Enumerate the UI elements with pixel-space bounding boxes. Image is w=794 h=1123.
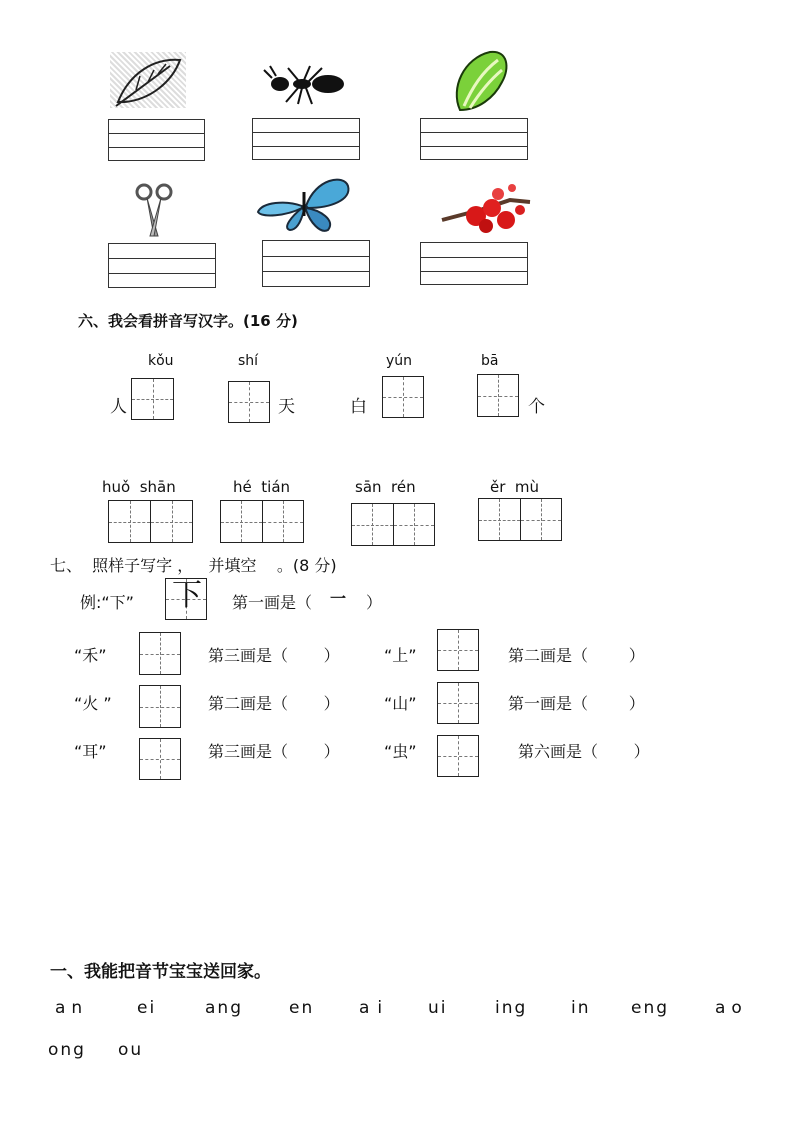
example-char: 下 [172, 578, 202, 613]
section6-title: 六、我会看拼音写汉字。(16 分) [78, 312, 298, 330]
pinyin-label: huǒ shān [102, 478, 176, 496]
pinyin-label: sān rén [355, 478, 416, 496]
writing-box[interactable] [139, 685, 181, 728]
flower-icon [440, 180, 532, 236]
writing-lines[interactable] [420, 118, 528, 160]
syllable[interactable]: an [55, 998, 89, 1018]
writing-box[interactable] [437, 629, 479, 671]
pinyin-label: kǒu [148, 353, 174, 369]
pinyin-label: hé tián [233, 478, 291, 496]
pinyin-label: bā [481, 353, 499, 369]
syllable[interactable]: ing [495, 998, 528, 1018]
char-label: “虫” [384, 742, 417, 761]
syllable[interactable]: en [289, 998, 315, 1018]
pinyin-label: ěr mù [490, 478, 540, 496]
given-char: 人 [110, 397, 127, 417]
writing-box[interactable] [139, 738, 181, 780]
syllable[interactable]: ang [205, 998, 243, 1018]
given-char: 个 [528, 397, 545, 417]
char-label: “上” [384, 646, 417, 665]
writing-box[interactable] [477, 374, 519, 417]
char-label: “火 ” [74, 694, 112, 713]
writing-box[interactable] [437, 682, 479, 724]
ant-icon [262, 62, 352, 106]
syllable[interactable]: ui [428, 998, 448, 1018]
given-char: 天 [278, 397, 295, 417]
writing-box-pair[interactable] [220, 500, 304, 543]
pinyin-label: shí [238, 353, 259, 369]
stroke-question: 第六画是（ ） [518, 742, 650, 761]
stroke-question: 第二画是（ ） [508, 646, 645, 665]
writing-box-pair[interactable] [351, 503, 435, 546]
section7-title: 七、 照样子写字 ， 并填空 。(8 分) [50, 556, 337, 575]
char-label: “耳” [74, 742, 107, 761]
char-label: “山” [384, 694, 417, 713]
writing-box[interactable] [228, 381, 270, 423]
example-answer: 一 [330, 589, 347, 608]
cabbage-icon [450, 48, 512, 114]
syllable[interactable]: in [571, 998, 591, 1018]
syllable[interactable]: ong [48, 1040, 86, 1060]
syllable[interactable]: ei [137, 998, 157, 1018]
writing-lines[interactable] [108, 119, 205, 161]
scissors-icon [134, 182, 174, 238]
butterfly-icon [256, 176, 352, 234]
writing-box-pair[interactable] [108, 500, 193, 543]
writing-box[interactable] [382, 376, 424, 418]
writing-box[interactable] [131, 378, 174, 420]
writing-lines[interactable] [108, 243, 216, 288]
example-suffix: 第一画是（ [232, 593, 313, 612]
pinyin-label: yún [386, 353, 413, 369]
writing-lines[interactable] [420, 242, 528, 285]
example-prefix: 例:“下” [80, 593, 134, 612]
writing-lines[interactable] [252, 118, 360, 160]
stroke-question: 第二画是（ ） [208, 694, 340, 713]
example-close: ） [366, 593, 383, 612]
syllable[interactable]: ai [359, 998, 391, 1018]
writing-box[interactable] [437, 735, 479, 777]
writing-box-pair[interactable] [478, 498, 562, 541]
writing-lines[interactable] [262, 240, 370, 287]
syllable[interactable]: eng [631, 998, 670, 1018]
char-label: “禾” [74, 646, 107, 665]
leaf-icon [110, 52, 186, 108]
given-char: 白 [350, 397, 367, 417]
section1-title: 一、我能把音节宝宝送回家。 [50, 962, 271, 982]
stroke-question: 第一画是（ ） [508, 694, 645, 713]
stroke-question: 第三画是（ ） [208, 646, 340, 665]
writing-box[interactable] [139, 632, 181, 675]
syllable[interactable]: ao [715, 998, 748, 1018]
stroke-question: 第三画是（ ） [208, 742, 340, 761]
syllable[interactable]: ou [118, 1040, 144, 1060]
